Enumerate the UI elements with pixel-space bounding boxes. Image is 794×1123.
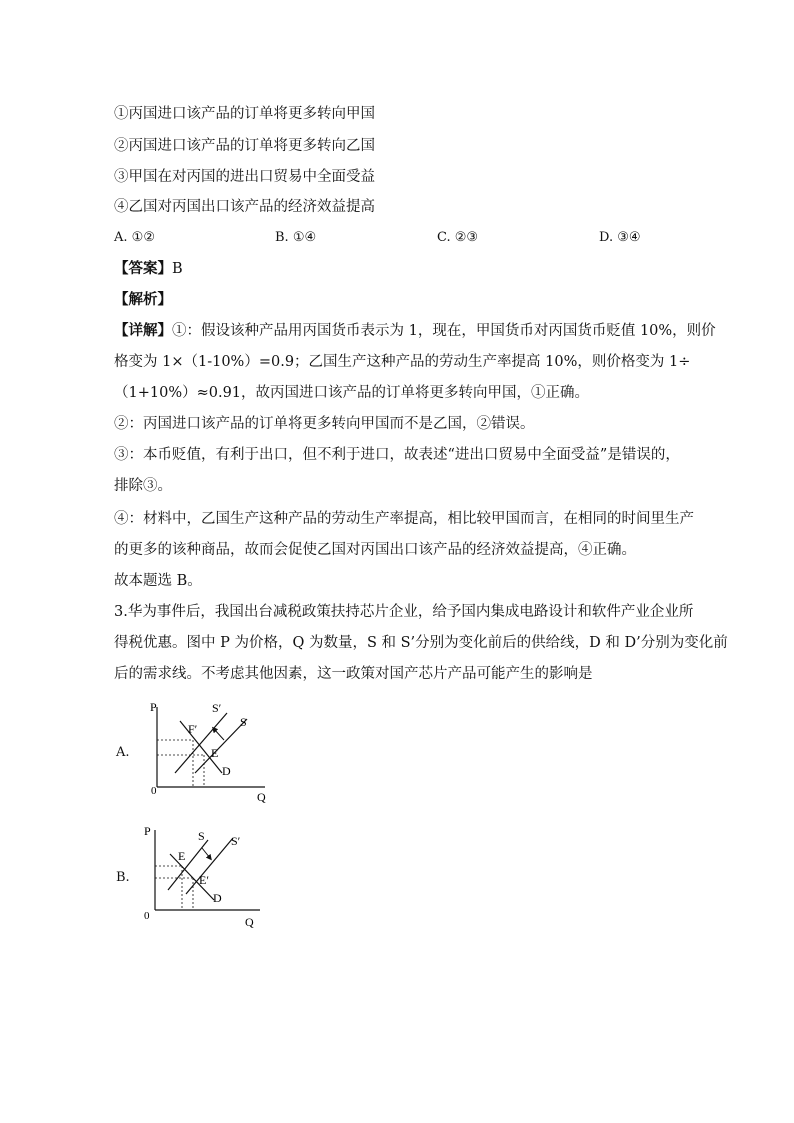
statement-2: ②丙国进口该产品的订单将更多转向乙国 bbox=[114, 138, 375, 154]
label-e: E bbox=[211, 746, 219, 760]
label-s: S bbox=[198, 829, 205, 843]
label-e-prime: E′ bbox=[199, 873, 209, 887]
option-value: ②③ bbox=[454, 230, 479, 245]
analysis-label: 【解析】 bbox=[114, 291, 172, 308]
explanation-3: ③：本币贬值，有利于出口，但不利于进口，故表述“进出口贸易中全面受益”是错误的， bbox=[114, 447, 680, 463]
answer-label: 【答案】 bbox=[114, 260, 172, 277]
conclusion: 故本题选 B。 bbox=[114, 573, 202, 589]
label-d: D bbox=[222, 764, 231, 778]
graph-b bbox=[138, 820, 278, 930]
question3-line-2: 得税优惠。图中 P 为价格，Q 为数量，S 和 S’分别为变化前后的供给线，D 和 D’分别为变化前 bbox=[114, 635, 728, 651]
graph-b-option: B. bbox=[116, 870, 130, 885]
option-letter: C. bbox=[437, 230, 451, 245]
label-s-prime: S′ bbox=[231, 834, 241, 848]
explanation-4-cont: 的更多的该种商品，故而会促使乙国对丙国出口该产品的经济效益提高，④正确。 bbox=[114, 542, 636, 558]
answer-line bbox=[114, 259, 183, 279]
label-e: E bbox=[178, 849, 186, 863]
option-a bbox=[114, 228, 155, 248]
detail-line-1 bbox=[114, 321, 716, 341]
option-value: ①② bbox=[131, 230, 155, 245]
supply-line-s-prime bbox=[186, 838, 233, 894]
label-d: D bbox=[213, 891, 222, 905]
statement-3: ③甲国在对丙国的进出口贸易中全面受益 bbox=[114, 169, 375, 185]
label-s: S bbox=[240, 715, 247, 729]
statement-1: ①丙国进口该产品的订单将更多转向甲国 bbox=[114, 106, 375, 122]
axis-label-p: P bbox=[144, 824, 151, 838]
explanation-3-cont: 排除③。 bbox=[114, 478, 172, 494]
graph-a bbox=[140, 695, 280, 805]
explanation-2: ②：丙国进口该产品的订单将更多转向甲国而不是乙国，②错误。 bbox=[114, 416, 535, 432]
question3-line-3: 后的需求线。不考虑其他因素，这一政策对国产芯片产品可能产生的影响是 bbox=[114, 666, 593, 682]
option-letter: A. bbox=[114, 230, 128, 245]
option-value: ③④ bbox=[617, 230, 641, 245]
origin-label: 0 bbox=[151, 785, 157, 797]
option-value: ①④ bbox=[292, 230, 317, 245]
detail-line-3: （1+10%）≈0.91，故丙国进口该产品的订单将更多转向甲国，①正确。 bbox=[114, 385, 590, 401]
label-f-prime: F′ bbox=[188, 722, 198, 736]
supply-line-s-prime bbox=[175, 713, 227, 773]
axis-label-q: Q bbox=[257, 790, 266, 804]
axis-label-q: Q bbox=[245, 915, 254, 929]
option-letter: D. bbox=[599, 230, 614, 245]
option-c bbox=[437, 228, 478, 248]
answer-value: B bbox=[172, 261, 183, 277]
axis-label-p: P bbox=[150, 700, 157, 714]
label-s-prime: S′ bbox=[212, 701, 222, 715]
statement-4: ④乙国对丙国出口该产品的经济效益提高 bbox=[114, 199, 375, 215]
detail-label: 【详解】 bbox=[114, 322, 172, 339]
question3-line-1: 3.华为事件后，我国出台减税政策扶持芯片企业，给予国内集成电路设计和软件产业企业所 bbox=[114, 604, 694, 620]
option-b bbox=[275, 228, 316, 248]
option-letter: B. bbox=[275, 230, 289, 245]
graph-a-option: A. bbox=[116, 745, 130, 760]
detail-line-2: 格变为 1×（1-10%）=0.9；乙国生产这种产品的劳动生产率提高 10%，则价格变为 1÷ bbox=[114, 354, 691, 370]
shift-arrow bbox=[214, 729, 224, 740]
origin-label: 0 bbox=[144, 910, 150, 922]
option-d bbox=[599, 228, 641, 248]
shift-arrow bbox=[202, 848, 210, 858]
detail-text-1: ①：假设该种产品用丙国货币表示为 1，现在，甲国货币对丙国货币贬值 10%，则价 bbox=[172, 323, 716, 339]
explanation-4: ④：材料中，乙国生产这种产品的劳动生产率提高，相比较甲国而言，在相同的时间里生产 bbox=[114, 511, 694, 527]
